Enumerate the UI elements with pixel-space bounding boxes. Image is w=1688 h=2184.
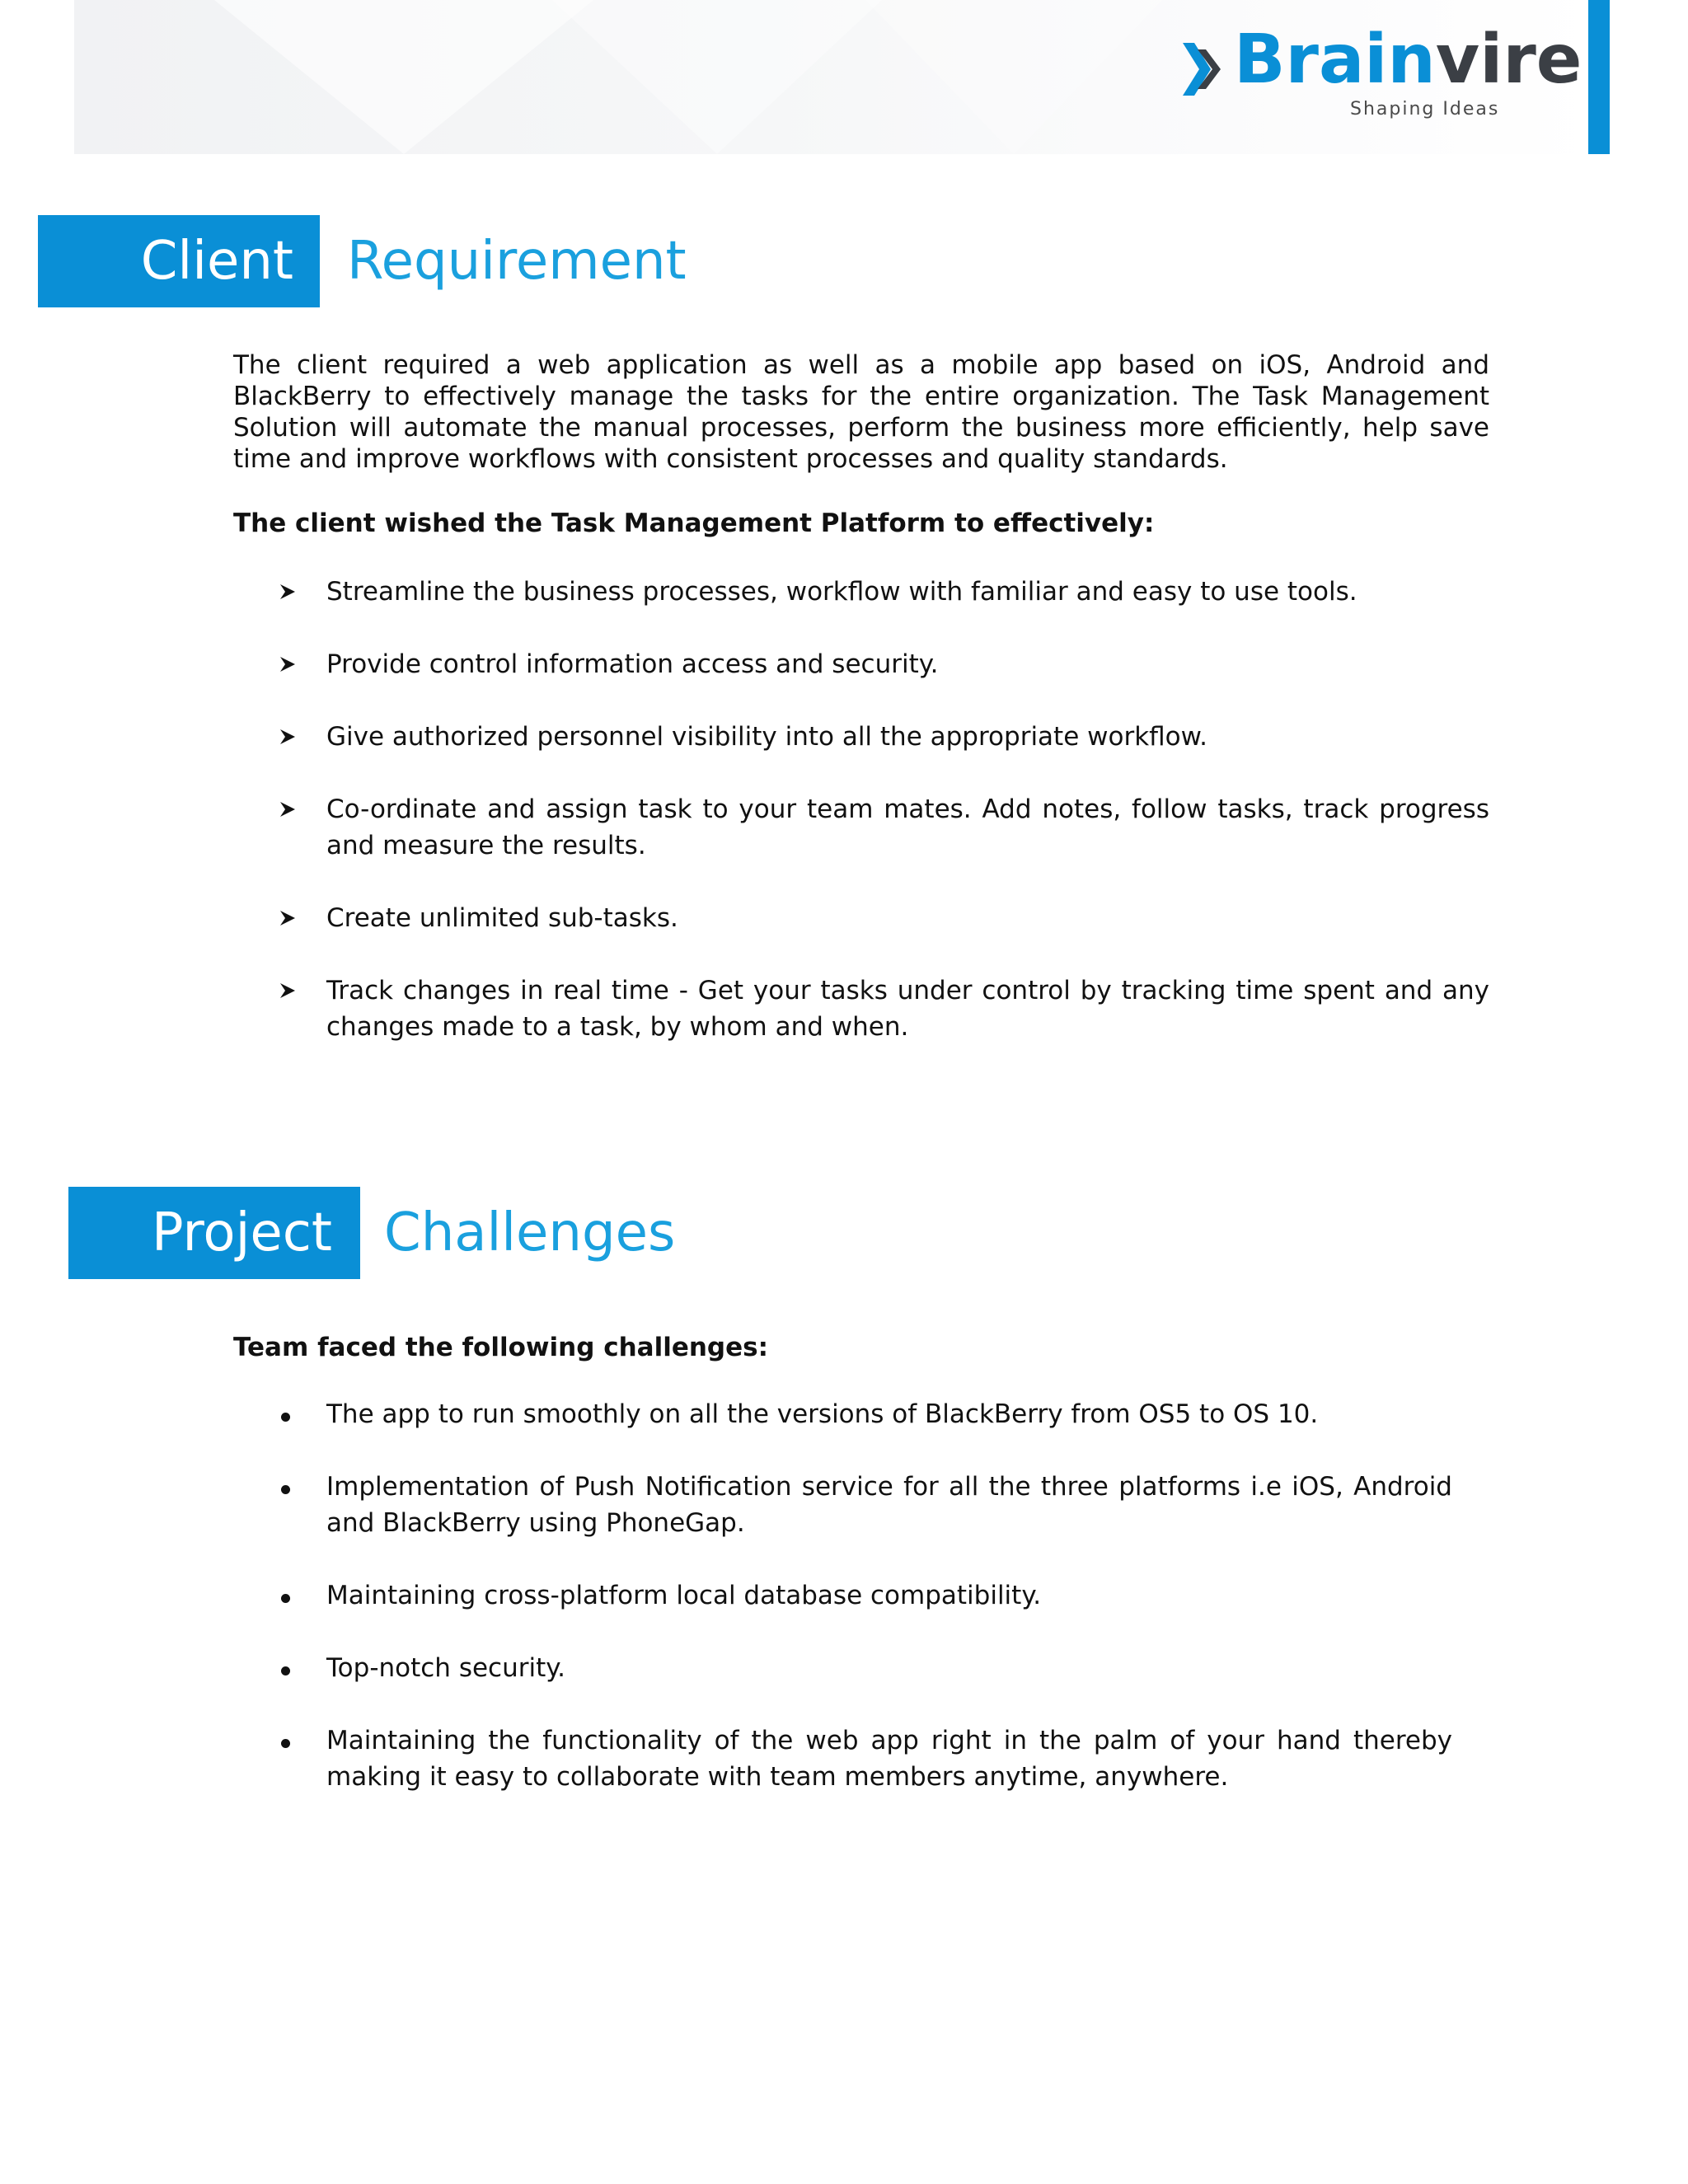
list-item-text: Maintaining cross-platform local database compatibility. [326, 1581, 1042, 1610]
arrow-bullet-icon [279, 909, 297, 927]
brand-logo [1183, 21, 1582, 122]
logo-wordmark [1234, 21, 1582, 99]
banner-decoration [214, 0, 593, 154]
dot-bullet-icon [281, 1739, 290, 1748]
banner-decoration [865, 0, 1162, 154]
list-item-text: Create unlimited sub-tasks. [326, 903, 678, 933]
banner-decoration [552, 0, 882, 154]
list-item-text: Implementation of Push Notification service for all the three platforms i.e iOS, Android and BlackBerry using PhoneGap. [326, 1472, 1452, 1538]
arrow-bullet-icon [279, 655, 297, 673]
logo-wordmark-part2: vire [1435, 21, 1582, 99]
arrow-bullet-icon [279, 982, 297, 1000]
arrow-bullet-icon [279, 800, 297, 818]
list-item-text: Co-ordinate and assign task to your team mates. Add notes, follow tasks, track progress and measure the results. [326, 794, 1489, 860]
list-item-text: Give authorized personnel visibility into all the appropriate workflow. [326, 722, 1208, 752]
heading-rest-word: Challenges [384, 1202, 676, 1263]
project-challenges-lead: Team faced the following challenges: [233, 1333, 768, 1362]
heading-rest-word: Requirement [347, 231, 687, 292]
list-item-text: Top-notch security. [326, 1653, 566, 1683]
heading-boxed-word: Project [68, 1187, 360, 1279]
heading-boxed-word: Client [38, 215, 320, 307]
dot-bullet-icon [281, 1666, 290, 1675]
arrow-bullet-icon [279, 728, 297, 746]
list-item-text: Streamline the business processes, workflow with familiar and easy to use tools. [326, 577, 1357, 607]
logo-tagline: Shaping Ideas [1350, 99, 1500, 120]
dot-bullet-icon [281, 1594, 290, 1603]
list-item-text: Track changes in real time - Get your tasks under control by tracking time spent and any changes made to a task, by whom and when. [326, 976, 1489, 1042]
list-item-text: Provide control information access and security. [326, 649, 939, 679]
dot-bullet-icon [281, 1413, 290, 1422]
list-item-text: Maintaining the functionality of the web app right in the palm of your hand thereby making it easy to collaborate with team members anytime, anywhere. [326, 1726, 1452, 1792]
arrow-bullet-icon [279, 583, 297, 601]
client-requirement-lead: The client wished the Task Management Platform to effectively: [233, 509, 1155, 538]
list-item-text: The app to run smoothly on all the versions of BlackBerry from OS5 to OS 10. [326, 1399, 1319, 1429]
logo-wordmark-part1: Brain [1234, 21, 1436, 99]
dot-bullet-icon [281, 1485, 290, 1494]
header-accent-bar [1588, 0, 1610, 154]
logo-chevron-icon [1183, 43, 1226, 96]
client-requirement-intro: The client required a web application as well as a mobile app based on iOS, Android and BlackBerry to effectively manage the tasks for the entire organization. The Task Management Solution will automate the manual processes, perform the business more efficiently, help save time and improve workflows with consistent processes and quality standards. [233, 350, 1489, 474]
